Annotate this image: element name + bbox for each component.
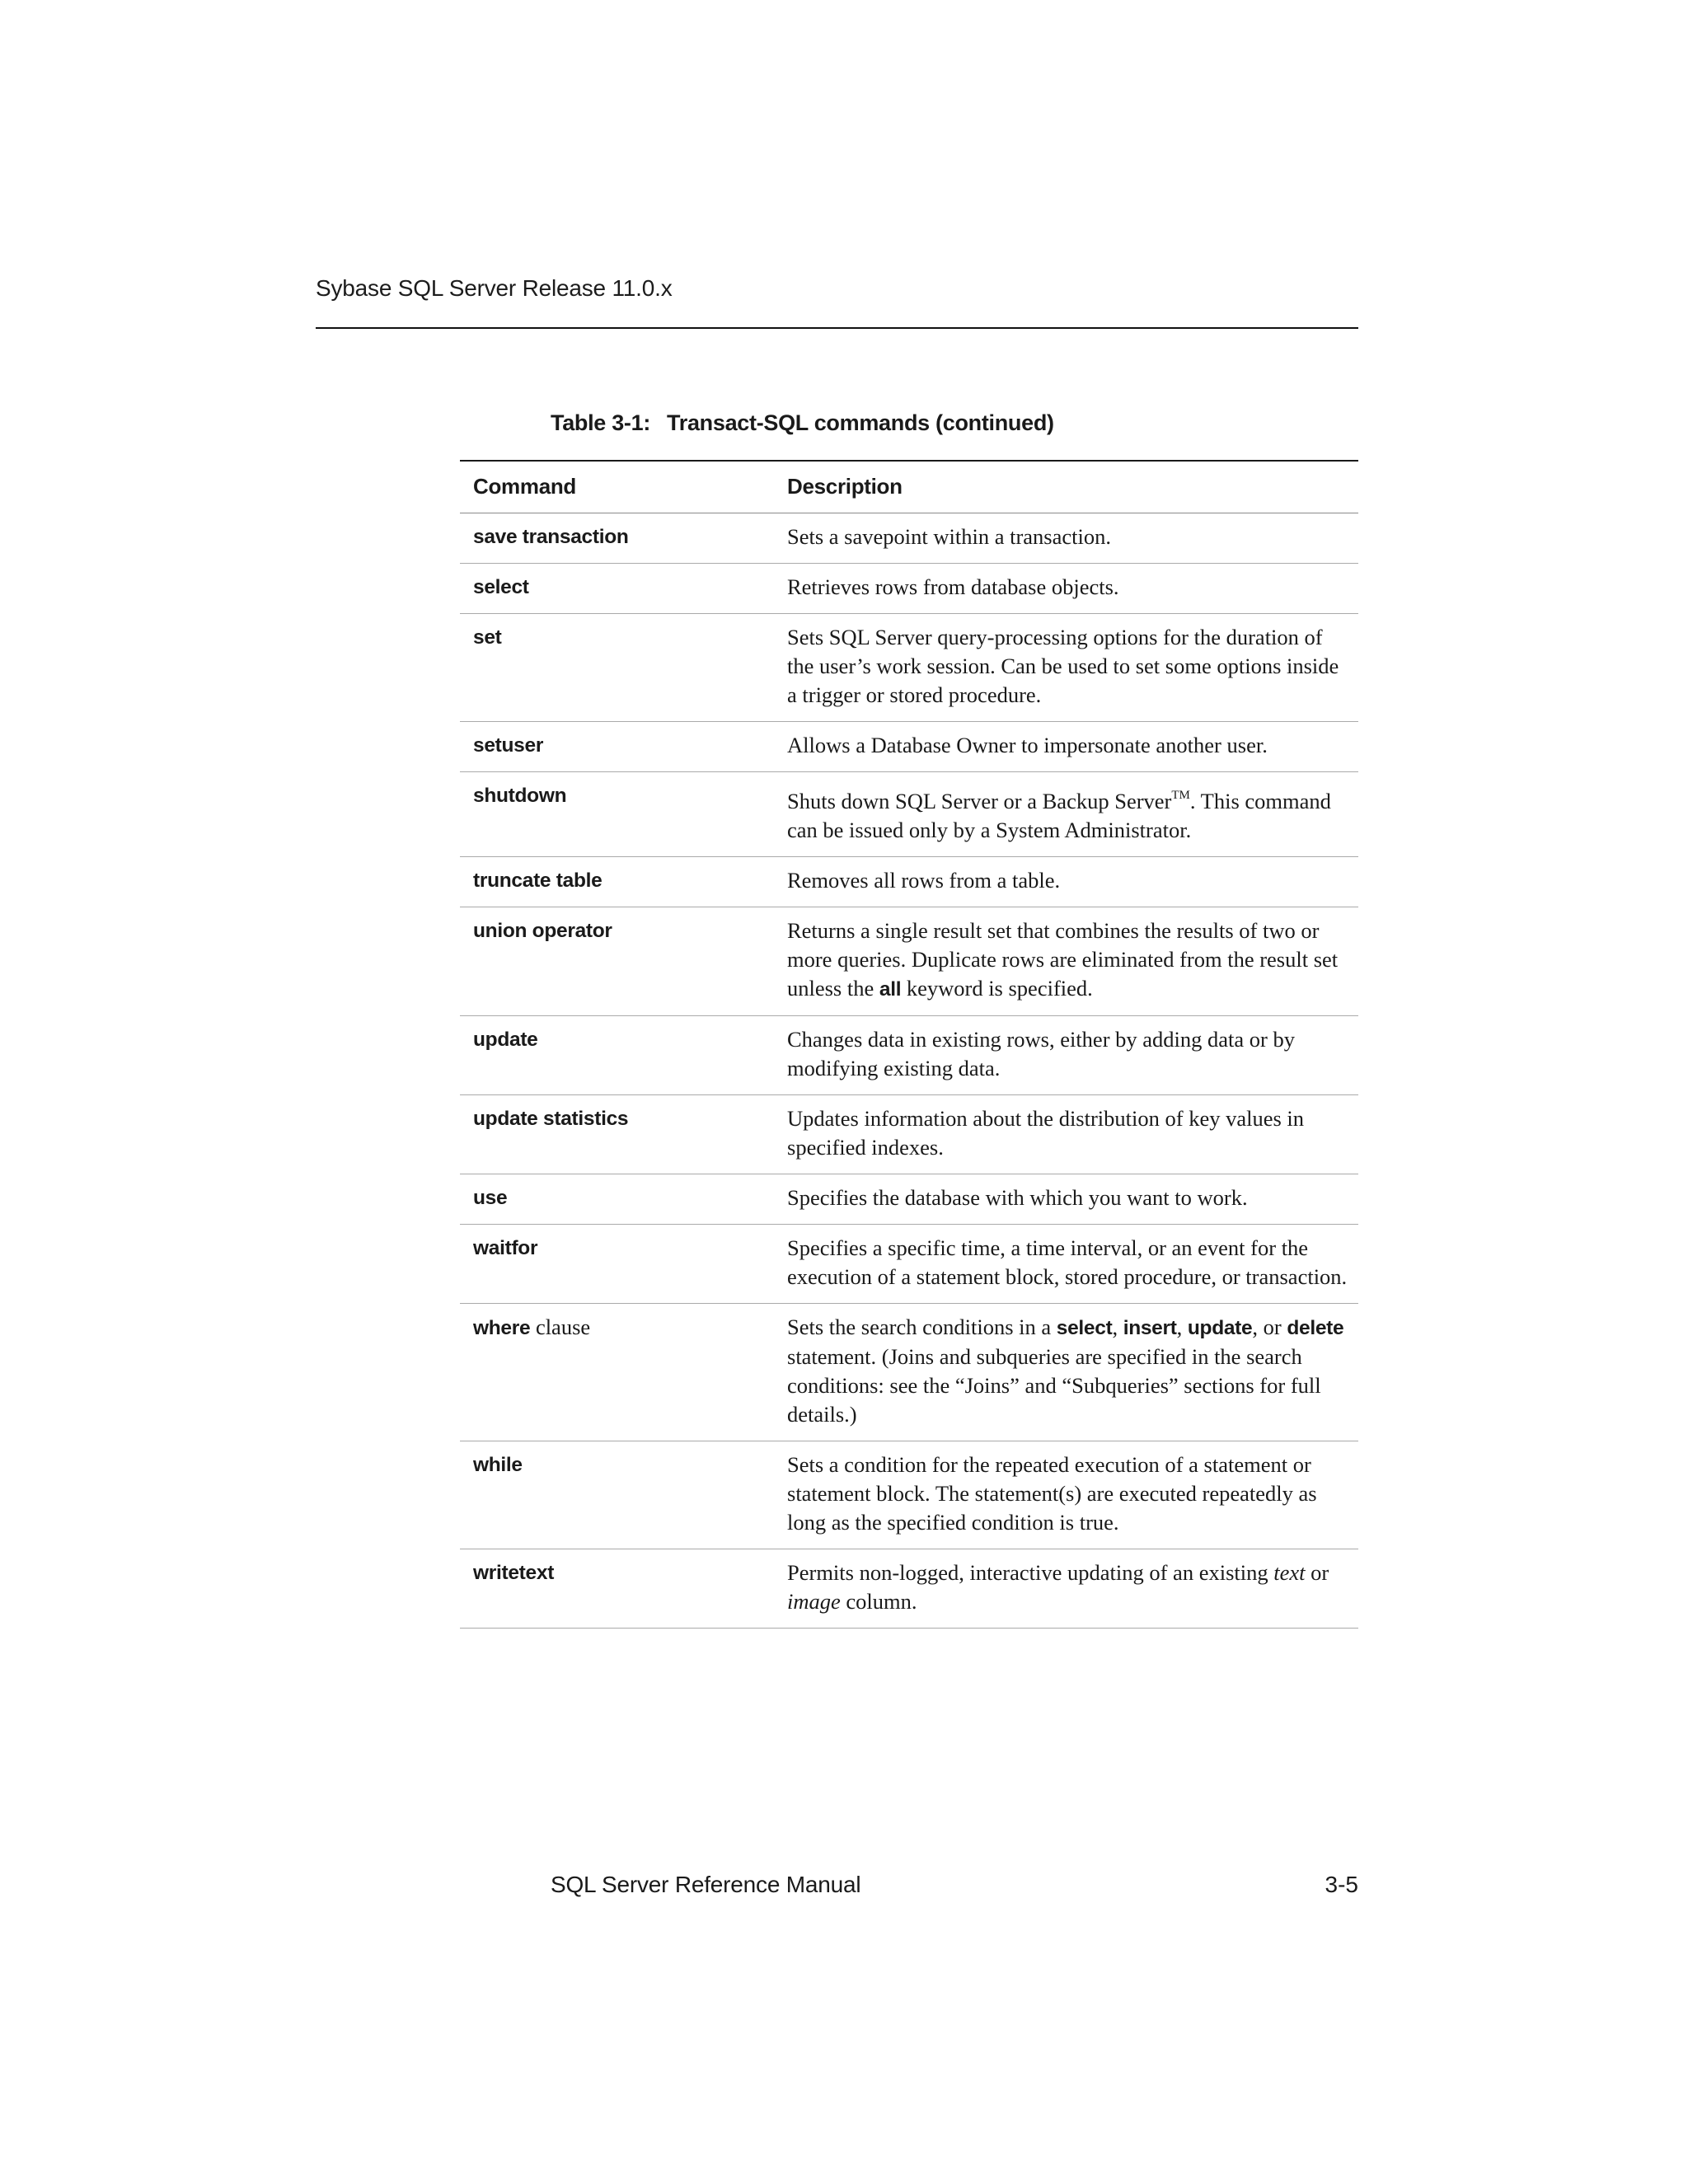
text-segment: statement. (Joins and subqueries are specified in the search conditions: see the “Joins” and “Subqueries” sections for full details.) bbox=[787, 1344, 1321, 1427]
text-segment: select bbox=[473, 576, 529, 598]
table-body bbox=[460, 513, 1358, 1629]
description-cell bbox=[787, 1558, 1358, 1616]
text-segment: truncate table bbox=[473, 869, 603, 892]
command-cell bbox=[460, 1558, 787, 1616]
command-cell bbox=[460, 623, 787, 710]
text-segment: Specifies a specific time, a time interval, or an event for the execution of a statement block, stored procedure, or transaction. bbox=[787, 1235, 1348, 1289]
text-segment: waitfor bbox=[473, 1237, 538, 1259]
command-cell bbox=[460, 916, 787, 1004]
text-segment: Allows a Database Owner to impersonate another user. bbox=[787, 733, 1268, 757]
table-row bbox=[460, 1174, 1358, 1225]
text-segment: keyword is specified. bbox=[901, 976, 1093, 1001]
table-row bbox=[460, 513, 1358, 564]
text-segment: Sets a condition for the repeated execution of a statement or statement block. The statement(s) are executed repeatedly as long as the specified condition is true. bbox=[787, 1452, 1317, 1535]
command-cell bbox=[460, 1025, 787, 1083]
description-cell bbox=[787, 573, 1358, 602]
command-cell bbox=[460, 781, 787, 845]
description-cell bbox=[787, 1025, 1358, 1083]
description-cell bbox=[787, 1313, 1358, 1429]
command-cell bbox=[460, 1313, 787, 1429]
description-cell bbox=[787, 916, 1358, 1004]
table-row bbox=[460, 564, 1358, 614]
description-cell bbox=[787, 731, 1358, 760]
description-cell bbox=[787, 1104, 1358, 1162]
text-segment: image bbox=[787, 1589, 841, 1614]
text-segment: update bbox=[1187, 1317, 1253, 1339]
footer-title: SQL Server Reference Manual bbox=[551, 1872, 861, 1897]
description-cell bbox=[787, 1451, 1358, 1537]
text-segment: set bbox=[473, 626, 502, 649]
command-cell bbox=[460, 1183, 787, 1212]
description-cell bbox=[787, 1183, 1358, 1212]
command-cell bbox=[460, 866, 787, 895]
header-rule bbox=[316, 327, 1358, 329]
table-row bbox=[460, 722, 1358, 772]
table-row bbox=[460, 1095, 1358, 1174]
text-segment: union operator bbox=[473, 920, 612, 942]
text-segment: shutdown bbox=[473, 785, 567, 807]
text-segment: Changes data in existing rows, either by adding data or by modifying existing data. bbox=[787, 1027, 1295, 1080]
table-row bbox=[460, 1225, 1358, 1304]
text-segment: update bbox=[473, 1029, 538, 1051]
text-segment: where bbox=[473, 1317, 531, 1339]
text-segment: , bbox=[1176, 1315, 1188, 1339]
column-header-command: Command bbox=[473, 474, 577, 499]
text-segment: save transaction bbox=[473, 526, 629, 548]
text-segment: Sets a savepoint within a transaction. bbox=[787, 524, 1111, 549]
table-row bbox=[460, 907, 1358, 1016]
table-row bbox=[460, 1304, 1358, 1441]
table-row bbox=[460, 772, 1358, 857]
table-row bbox=[460, 857, 1358, 907]
text-segment: writetext bbox=[473, 1562, 555, 1584]
text-segment: Specifies the database with which you want to work. bbox=[787, 1185, 1248, 1210]
text-segment: column. bbox=[840, 1589, 917, 1614]
text-segment: Permits non-logged, interactive updating of an existing bbox=[787, 1560, 1274, 1585]
table-row bbox=[460, 614, 1358, 722]
command-cell bbox=[460, 1451, 787, 1537]
command-cell bbox=[460, 1104, 787, 1162]
description-cell bbox=[787, 866, 1358, 895]
text-segment: Removes all rows from a table. bbox=[787, 868, 1061, 893]
text-segment: Sets SQL Server query-processing options for the duration of the user’s work session. Can be used to set some options inside a trigger or stored procedure. bbox=[787, 625, 1339, 707]
text-segment: Shuts down SQL Server or a Backup Server bbox=[787, 789, 1172, 813]
commands-table bbox=[460, 460, 1358, 1629]
text-segment: setuser bbox=[473, 734, 544, 757]
command-cell bbox=[460, 731, 787, 760]
running-header: Sybase SQL Server Release 11.0.x bbox=[316, 275, 673, 301]
table-header-row bbox=[460, 462, 1358, 513]
text-segment: , or bbox=[1252, 1315, 1287, 1339]
table-title-label: Table 3-1: bbox=[551, 410, 651, 435]
text-segment: . This command can be issued only by a System Administrator. bbox=[787, 789, 1331, 842]
text-segment: Updates information about the distribution of key values in specified indexes. bbox=[787, 1106, 1305, 1160]
page-number: 3-5 bbox=[1325, 1872, 1358, 1897]
text-segment: all bbox=[879, 978, 902, 1001]
text-segment: Returns a single result set that combines the results of two or more queries. Duplicate rows are eliminated from the result set unless the bbox=[787, 918, 1339, 1001]
command-cell bbox=[460, 1234, 787, 1291]
table-row bbox=[460, 1441, 1358, 1549]
text-segment: Sets the search conditions in a bbox=[787, 1315, 1057, 1339]
table-row bbox=[460, 1016, 1358, 1095]
text-segment: select bbox=[1056, 1317, 1113, 1339]
text-segment: or bbox=[1305, 1560, 1329, 1585]
text-segment: text bbox=[1273, 1560, 1306, 1585]
table-title-text: Transact-SQL commands (continued) bbox=[667, 410, 1054, 435]
command-cell bbox=[460, 523, 787, 551]
description-cell bbox=[787, 781, 1358, 845]
text-segment: insert bbox=[1123, 1317, 1177, 1339]
text-segment: update statistics bbox=[473, 1108, 629, 1130]
text-segment: Retrieves rows from database objects. bbox=[787, 574, 1119, 599]
description-cell bbox=[787, 1234, 1358, 1291]
column-header-description: Description bbox=[787, 474, 903, 499]
text-segment: clause bbox=[530, 1315, 591, 1339]
text-segment: while bbox=[473, 1454, 523, 1476]
command-cell bbox=[460, 573, 787, 602]
table-title bbox=[551, 410, 1054, 436]
description-cell bbox=[787, 623, 1358, 710]
text-segment: TM bbox=[1171, 789, 1190, 802]
table-row bbox=[460, 1549, 1358, 1629]
text-segment: delete bbox=[1287, 1317, 1344, 1339]
description-cell bbox=[787, 523, 1358, 551]
text-segment: , bbox=[1112, 1315, 1123, 1339]
text-segment: use bbox=[473, 1187, 508, 1209]
